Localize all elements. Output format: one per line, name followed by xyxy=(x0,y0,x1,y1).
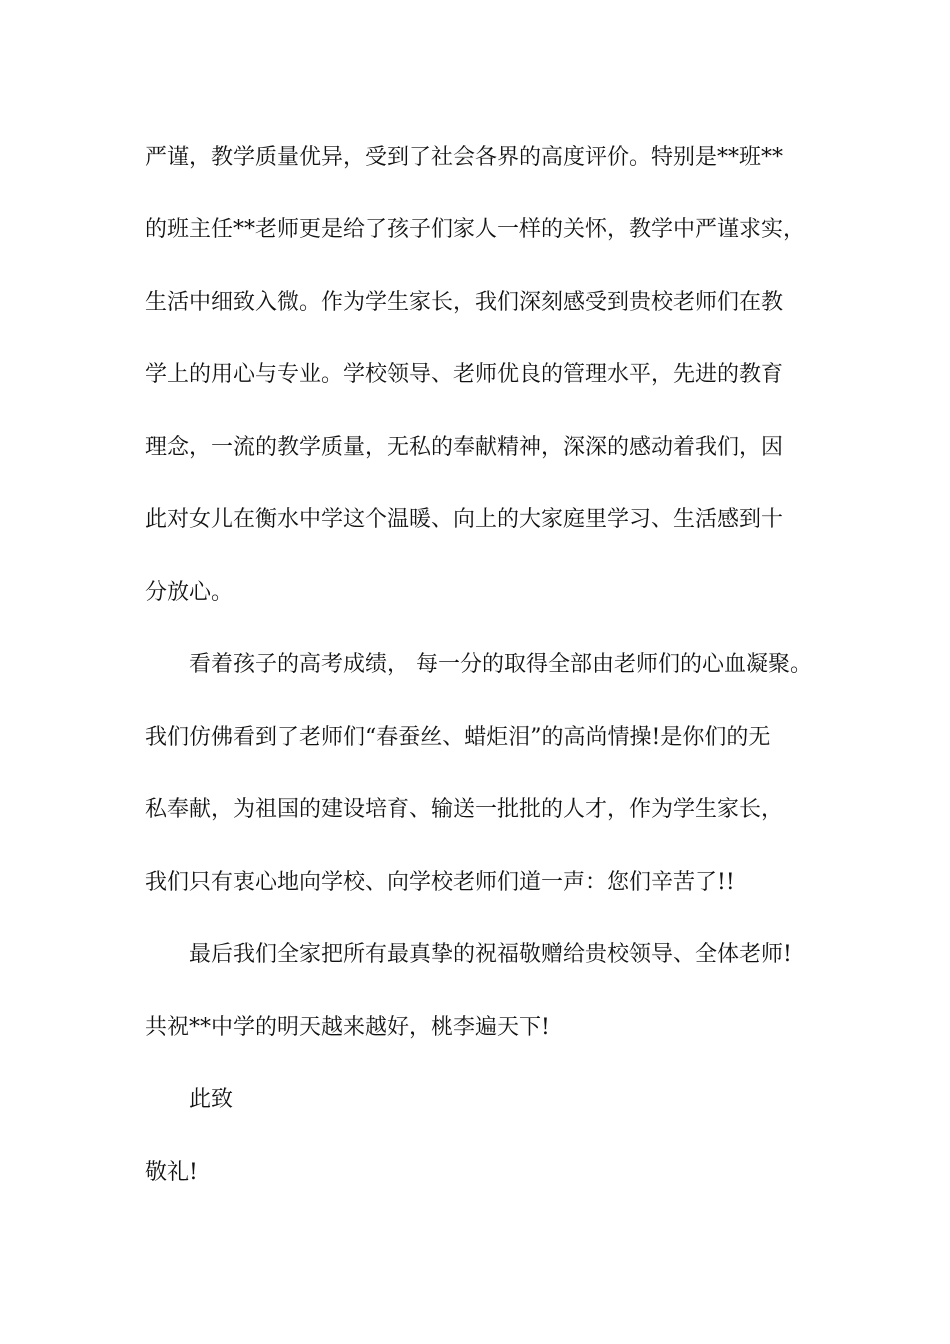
text-line-1: 严谨，教学质量优异，受到了社会各界的高度评价。特别是**班** xyxy=(145,145,784,170)
paragraph-start-1: 看着孩子的高考成绩， 每一分的取得全部由老师们的心血凝聚。 xyxy=(189,652,812,677)
paragraph-start-2: 最后我们全家把所有最真挚的祝福敬赠给贵校领导、全体老师! xyxy=(189,942,792,967)
closing-phrase: 此致 xyxy=(189,1087,234,1112)
text-line-2: 的班主任**老师更是给了孩子们家人一样的关怀，教学中严谨求实， xyxy=(145,217,806,242)
text-line-4: 学上的用心与专业。学校领导、老师优良的管理水平，先进的教育 xyxy=(145,362,784,387)
text-line-11: 我们只有衷心地向学校、向学校老师们道一声：您们辛苦了!! xyxy=(145,870,735,895)
text-line-7: 分放心。 xyxy=(145,580,234,605)
text-line-13: 共祝**中学的明天越来越好，桃李遍天下! xyxy=(145,1015,550,1040)
text-line-10: 私奉献，为祖国的建设培育、输送一批批的人才，作为学生家长， xyxy=(145,797,784,822)
text-line-3: 生活中细致入微。作为学生家长，我们深刻感受到贵校老师们在教 xyxy=(145,290,784,315)
text-line-5: 理念，一流的教学质量，无私的奉献精神，深深的感动着我们，因 xyxy=(145,435,784,460)
salutation: 敬礼! xyxy=(145,1160,198,1185)
text-line-9: 我们仿佛看到了老师们“春蚕丝、蜡炬泪”的高尚情操!是你们的无 xyxy=(145,725,771,750)
text-line-6: 此对女儿在衡水中学这个温暖、向上的大家庭里学习、生活感到十 xyxy=(145,507,784,532)
